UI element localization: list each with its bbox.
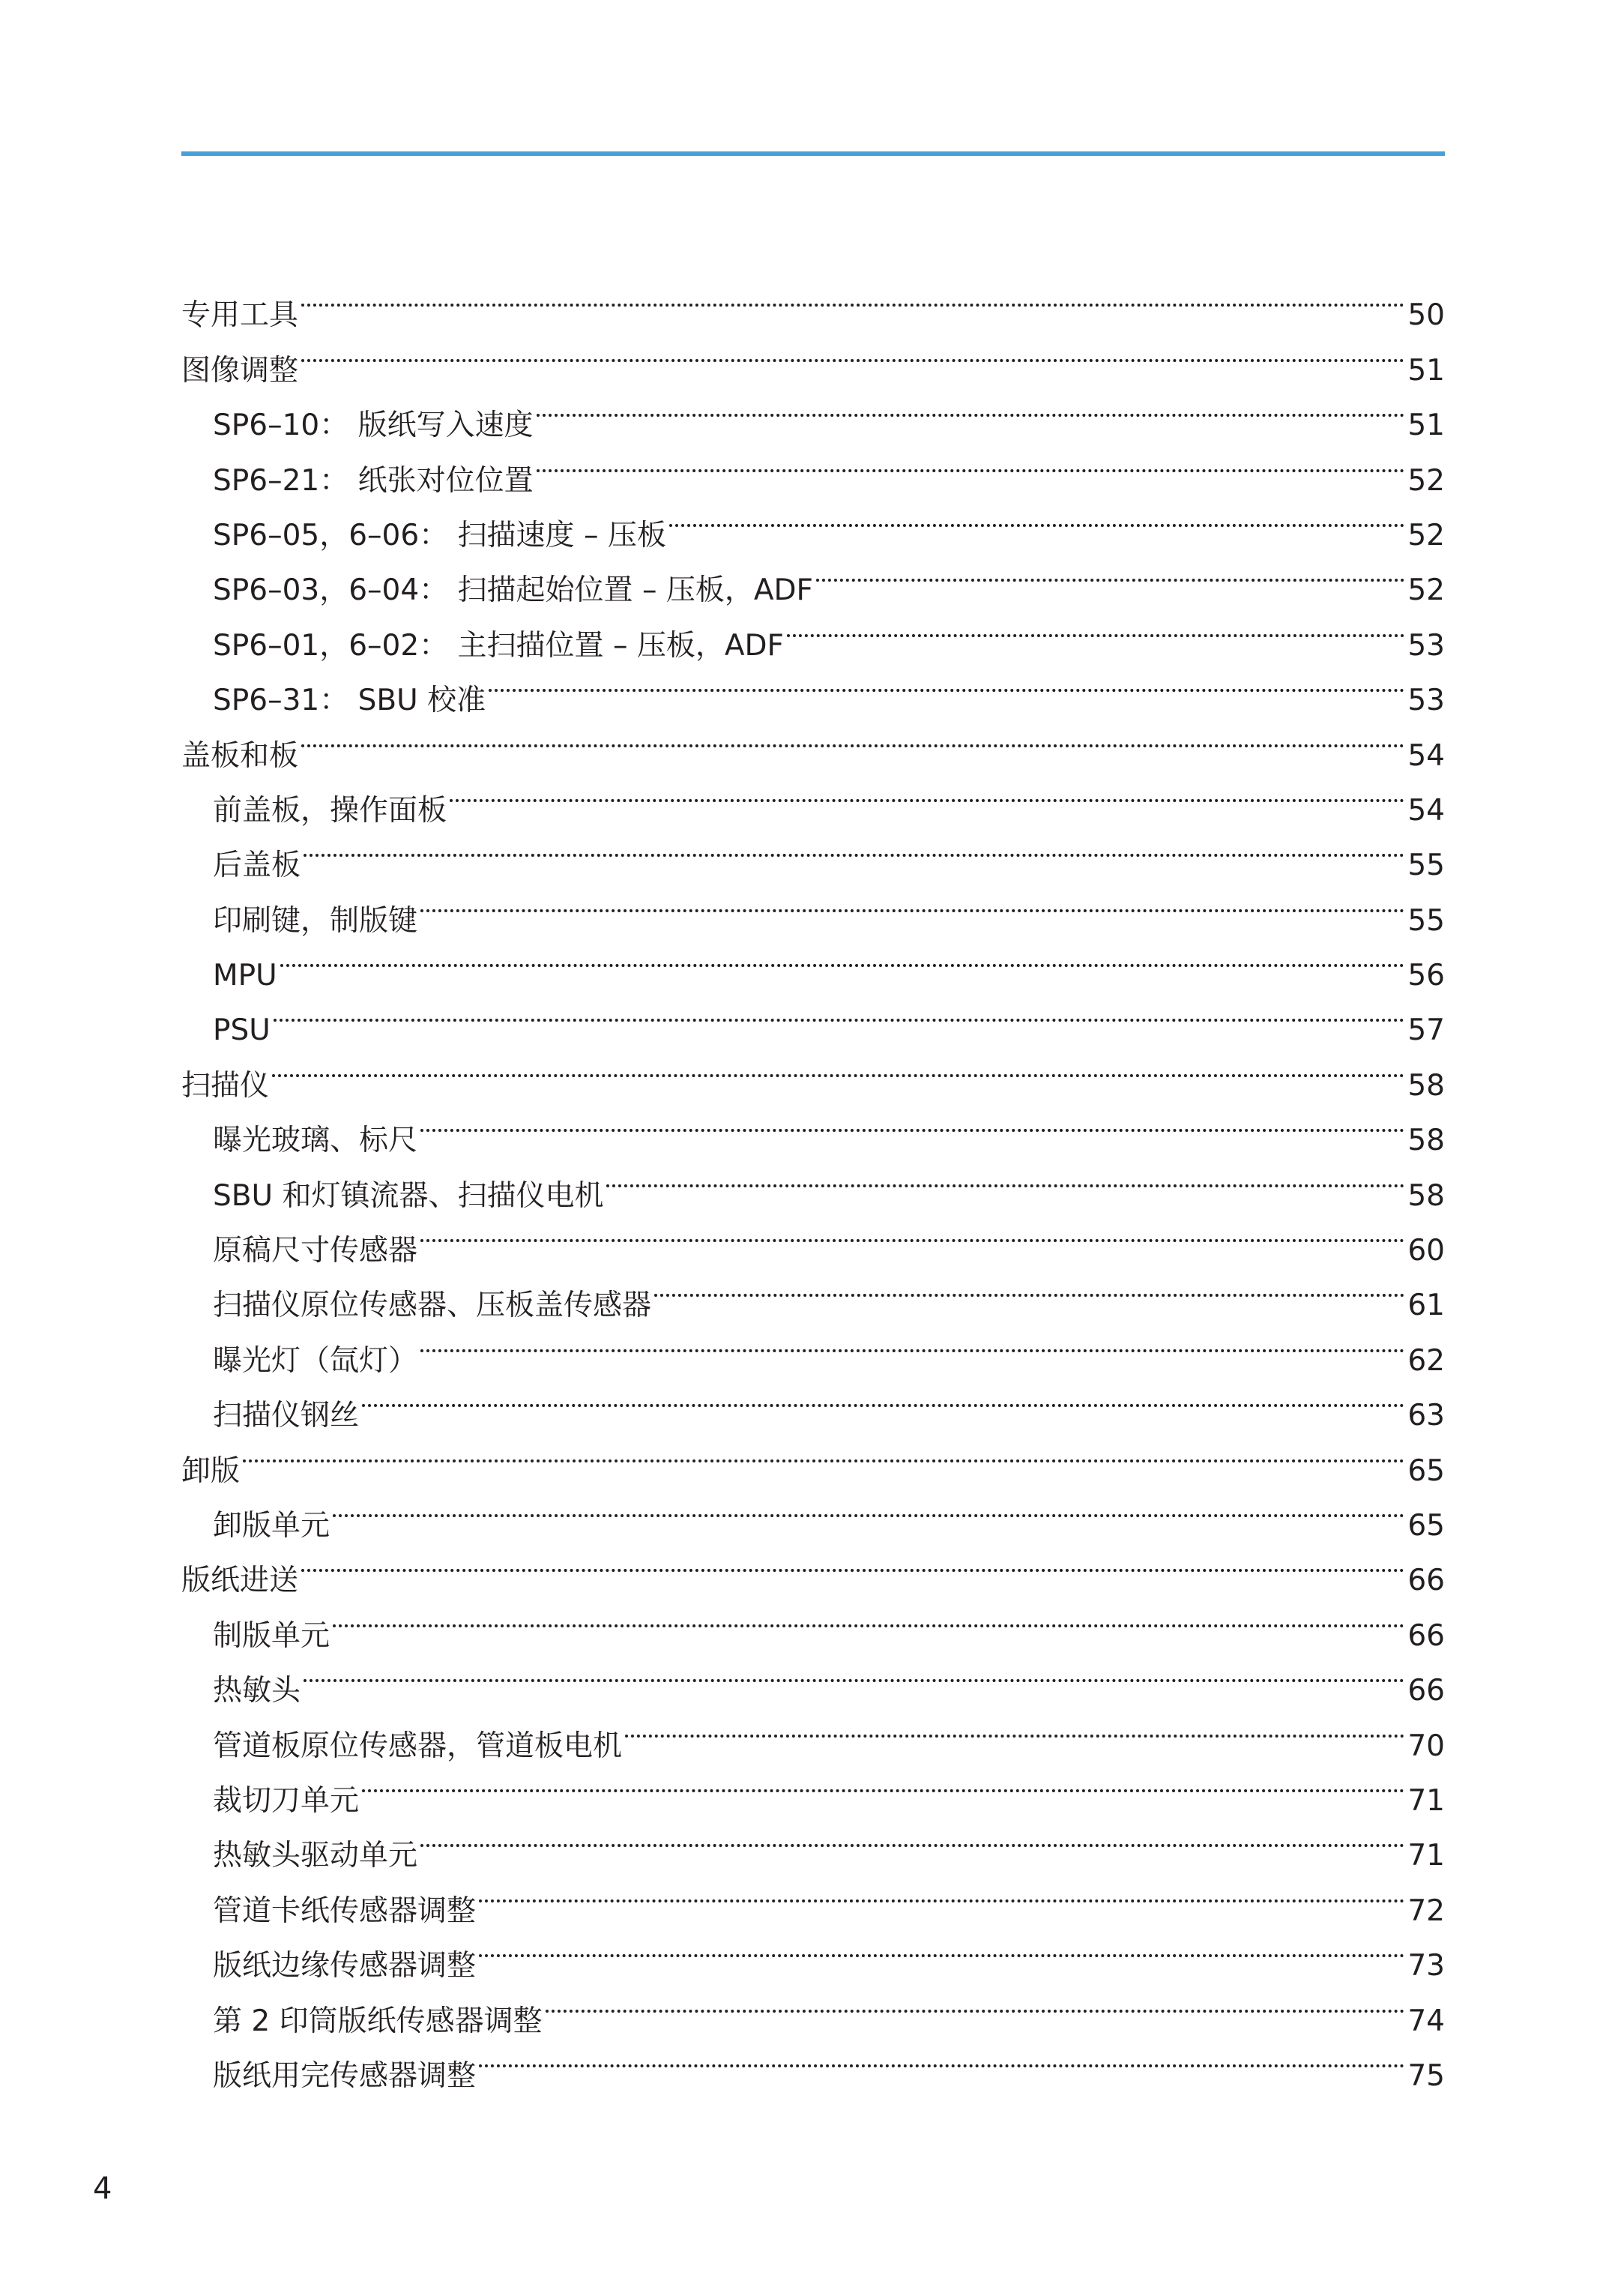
toc-entry-page: 65 [1407,1453,1445,1488]
toc-entry-title: 热敏头驱动单元 [213,1839,418,1873]
toc-entry-title: 前盖板，操作面板 [213,793,447,828]
dot-leader [330,1480,1407,1535]
toc-entry-page: 56 [1407,959,1445,993]
dot-leader [359,1756,1407,1810]
toc-entry[interactable] [181,1095,1445,1158]
dot-leader [298,325,1407,379]
toc-entry-page: 54 [1407,793,1445,828]
toc-entry[interactable] [181,1645,1445,1708]
toc-entry-title: 扫描仪 [181,1068,270,1103]
toc-entry-title: 盖板和板 [181,738,299,773]
toc-entry-page: 58 [1407,1124,1445,1158]
toc-entry-title: 专用工具 [181,298,299,333]
toc-entry[interactable] [181,820,1445,883]
toc-entry-title: 裁切刀单元 [213,1783,360,1818]
toc-entry-title: 扫描仪原位传感器、压板盖传感器 [213,1289,652,1323]
dot-leader [271,985,1408,1040]
toc-entry-title: 管道板原位传感器，管道板电机 [213,1729,623,1763]
toc-entry-title: 管道卡纸传感器调整 [213,1893,477,1928]
toc-entry[interactable] [181,1590,1445,1653]
dot-leader [666,490,1408,545]
dot-leader [543,1975,1408,2030]
toc-entry-page: 54 [1407,738,1445,773]
dot-leader [622,1700,1407,1755]
toc-entry-page: 53 [1407,628,1445,663]
toc-entry[interactable] [181,270,1445,333]
toc-entry-title: 版纸边缘传感器调整 [213,1949,477,1983]
toc-entry-title: PSU [213,1013,271,1048]
dot-leader [298,710,1407,765]
dot-leader [359,1370,1407,1425]
toc-entry[interactable] [181,1425,1445,1488]
toc-entry-page: 58 [1407,1068,1445,1103]
toc-entry-page: 50 [1407,298,1445,333]
dot-leader [330,1590,1407,1645]
toc-entry-page: 51 [1407,409,1445,443]
toc-entry[interactable] [181,930,1445,993]
dot-leader [417,1810,1407,1865]
toc-entry-title: 卸版 [181,1453,241,1488]
toc-entry[interactable] [181,765,1445,828]
toc-entry-page: 51 [1407,353,1445,388]
toc-entry[interactable] [181,1810,1445,1873]
toc-entry-page: 55 [1407,903,1445,938]
toc-entry-page: 63 [1407,1399,1445,1433]
toc-entry-title: SBU 和灯镇流器、扫描仪电机 [213,1178,604,1213]
toc-entry-title: SP6–01，6–02： 主扫描位置 – 压板，ADF [213,628,784,663]
toc-entry-page: 65 [1407,1508,1445,1543]
toc-entry-page: 58 [1407,1178,1445,1213]
toc-entry-page: 52 [1407,573,1445,608]
dot-leader [417,1095,1407,1150]
toc-entry-page: 75 [1407,2058,1445,2093]
dot-leader [269,1040,1407,1094]
dot-leader [417,875,1407,929]
toc-entry-title: 版纸用完传感器调整 [213,2058,477,2093]
toc-entry-title: 图像调整 [181,353,299,388]
toc-entry-page: 71 [1407,1783,1445,1818]
toc-entry-page: 70 [1407,1729,1445,1763]
dot-leader [784,600,1407,654]
dot-leader [301,1645,1407,1700]
toc-entry-title: 曝光玻璃、标尺 [213,1124,418,1158]
toc-entry[interactable] [181,1040,1445,1103]
dot-leader [486,655,1407,710]
toc-entry[interactable] [181,380,1445,443]
toc-entry-title: 扫描仪钢丝 [213,1399,360,1433]
toc-entry-page: 61 [1407,1289,1445,1323]
toc-entry-page: 60 [1407,1234,1445,1268]
dot-leader [603,1150,1407,1205]
dot-leader [476,1920,1407,1975]
dot-leader [301,820,1407,875]
dot-leader [534,380,1408,435]
toc-entry[interactable] [181,1535,1445,1598]
dot-leader [651,1260,1407,1315]
toc-entry[interactable] [181,1370,1445,1433]
dot-leader [476,1865,1407,1920]
toc-entry[interactable] [181,1756,1445,1818]
toc-entry-title: SP6–05，6–06： 扫描速度 – 压板 [213,518,666,552]
toc-entry[interactable] [181,710,1445,773]
dot-leader [447,765,1407,820]
toc-entry-title: SP6–21： 纸张对位位置 [213,463,534,498]
toc-entry-page: 66 [1407,1674,1445,1708]
toc-entry-title: 第 2 印筒版纸传感器调整 [213,2004,543,2038]
toc-entry-page: 55 [1407,849,1445,883]
toc-entry-title: 制版单元 [213,1618,330,1653]
dot-leader [813,545,1407,600]
toc-entry-page: 52 [1407,518,1445,552]
dot-leader [534,435,1408,489]
toc-entry-title: 卸版单元 [213,1508,330,1543]
toc-entry-page: 74 [1407,2004,1445,2038]
toc-entry-page: 66 [1407,1564,1445,1598]
dot-leader [240,1425,1407,1480]
dot-leader [277,930,1408,985]
toc-entry-page: 62 [1407,1343,1445,1378]
toc-entry-page: 72 [1407,1893,1445,1928]
table-of-contents [181,270,1445,2093]
toc-entry-title: MPU [213,959,277,993]
dot-leader [298,1535,1407,1590]
dot-leader [417,1315,1407,1370]
toc-entry-title: 曝光灯（氙灯） [213,1343,418,1378]
toc-entry-page: 53 [1407,684,1445,718]
toc-entry-page: 57 [1407,1013,1445,1048]
header-rule [181,151,1445,156]
toc-entry-page: 73 [1407,1949,1445,1983]
toc-entry-title: 印刷键，制版键 [213,903,418,938]
toc-entry[interactable] [181,1700,1445,1763]
page-number: 4 [93,2172,112,2206]
toc-entry-title: 后盖板 [213,849,301,883]
toc-entry[interactable] [181,325,1445,388]
toc-entry-title: 热敏头 [213,1674,301,1708]
toc-entry-title: 原稿尺寸传感器 [213,1234,418,1268]
dot-leader [298,270,1407,325]
toc-entry-title: SP6–03，6–04： 扫描起始位置 – 压板，ADF [213,573,813,608]
toc-entry[interactable] [181,1480,1445,1543]
dot-leader [417,1205,1407,1260]
toc-entry-title: SP6–31： SBU 校准 [213,684,486,718]
toc-entry-title: 版纸进送 [181,1564,299,1598]
toc-entry[interactable] [181,985,1445,1048]
toc-entry-page: 66 [1407,1618,1445,1653]
dot-leader [476,2031,1407,2085]
toc-entry[interactable] [181,875,1445,938]
toc-entry-page: 71 [1407,1839,1445,1873]
toc-entry-page: 52 [1407,463,1445,498]
toc-entry-title: SP6–10： 版纸写入速度 [213,409,534,443]
